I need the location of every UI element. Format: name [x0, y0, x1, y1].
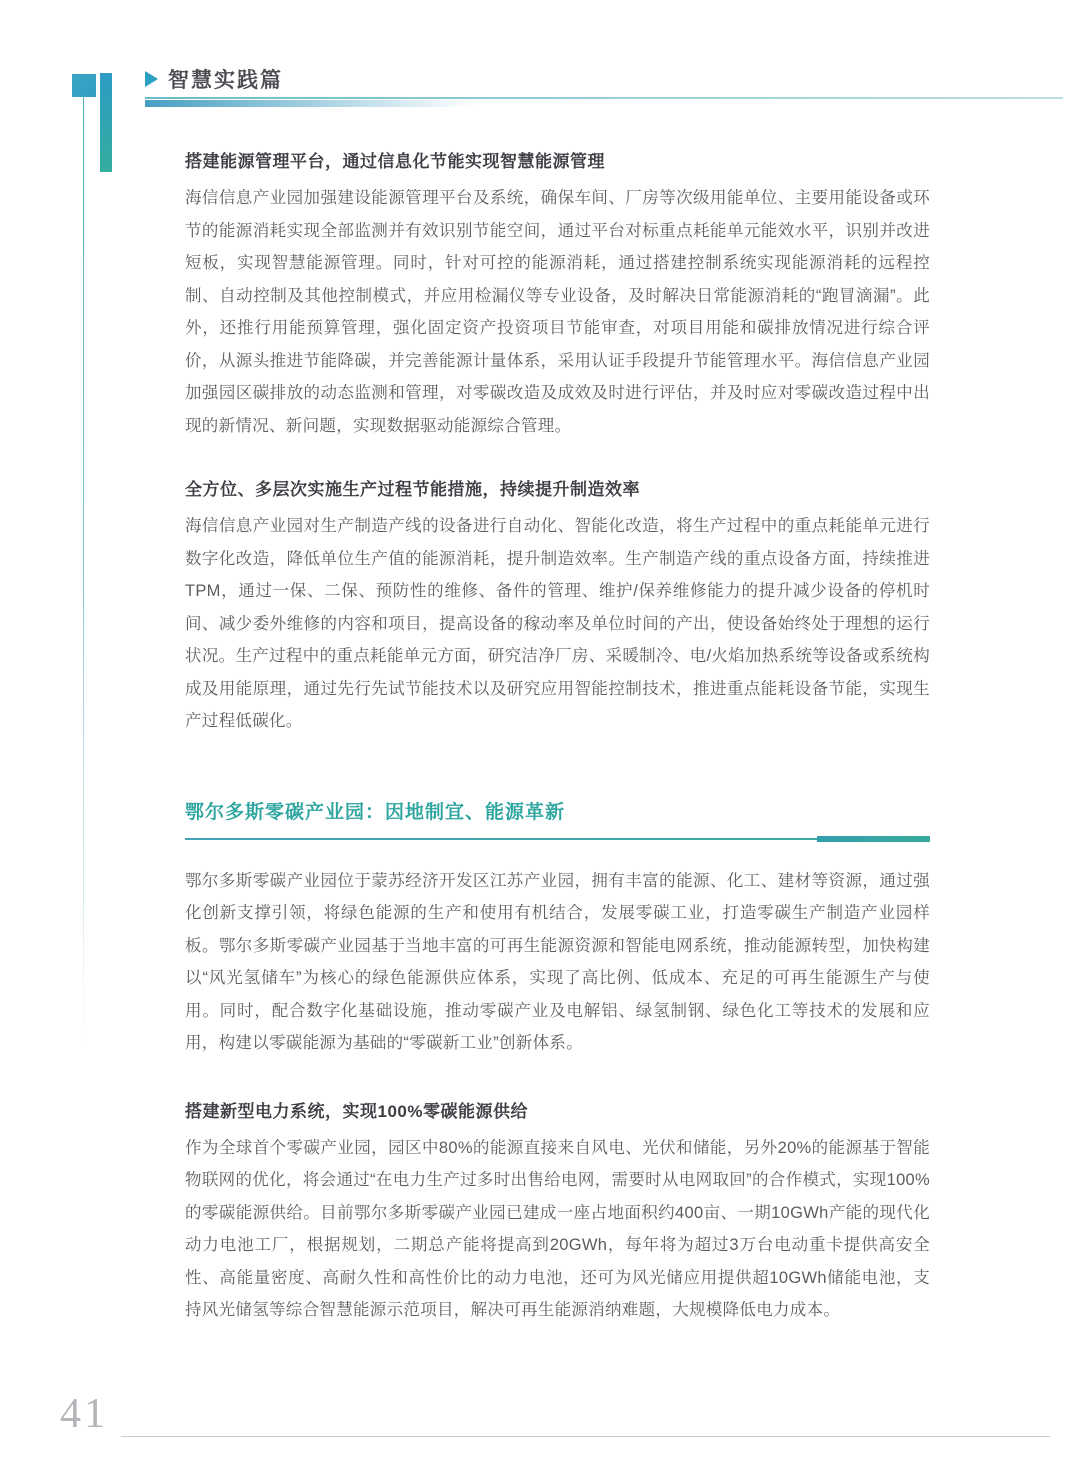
header-underline-gradient	[145, 100, 475, 107]
paragraph-ordos-intro: 鄂尔多斯零碳产业园位于蒙苏经济开发区江苏产业园，拥有丰富的能源、化工、建材等资源，通过强化创新支撑引领，将绿色能源的生产和使用有机结合，发展零碳工业，打造零碳生产制造产业园样板。鄂尔多斯零碳产业园基于当地丰富的可再生能源资源和智能电网系统，推动能源转型，加快构建以“风光氢储车”为核心的绿色能源供应体系，实现了高比例、低成本、充足的可再生能源生产与使用。同时，配合数字化基础设施，推动零碳产业及电解铝、绿氢制钢、绿色化工等技术的发展和应用，构建以零碳能源为基础的“零碳新工业”创新体系。	[185, 871, 930, 1052]
paragraph-energy-platform: 海信信息产业园加强建设能源管理平台及系统，确保车间、厂房等次级用能单位、主要用能设备或环节的能源消耗实现全部监测并有效识别节能空间，通过平台对标重点耗能单元能效水平，识别并改进短板，实现智慧能源管理。同时，针对可控的能源消耗，通过搭建控制系统实现能源消耗的远程控制、自动控制及其他控制模式，并应用检漏仪等专业设备，及时解决日常能源消耗的“跑冒滴漏”。此外，还推行用能预算管理，强化固定资产投资项目节能审查，对项目用能和碳排放情况进行综合评价，从源头推进节能降碳，并完善能源计量体系，采用认证手段提升节能管理水平。海信信息产业园加强园区碳排放的动态监测和管理，对零碳改造及成效及时进行评估，并及时应对零碳改造过程中出现的新情况、新问题，实现数据驱动能源综合管理。	[185, 189, 930, 435]
decorative-vertical-line	[83, 96, 84, 1051]
section-rule-thick-cap	[817, 836, 930, 842]
section-heading-rule	[185, 836, 930, 843]
page-number: 41	[60, 1391, 108, 1437]
decorative-square	[72, 74, 96, 97]
main-content	[185, 140, 930, 1327]
page-section-title: 智慧实践篇	[168, 69, 283, 92]
section-heading-ordos: 鄂尔多斯零碳产业园：因地制宜、能源革新	[185, 801, 566, 823]
subheading-production-saving: 全方位、多层次实施生产过程节能措施，持续提升制造效率	[185, 480, 640, 499]
subheading-power-system: 搭建新型电力系统，实现100%零碳能源供给	[185, 1101, 528, 1121]
header-row	[145, 64, 1063, 94]
page-header	[145, 64, 1063, 94]
header-underline	[145, 97, 1063, 99]
footer-line	[121, 1436, 1050, 1437]
paragraph-production-saving: 海信信息产业园对生产制造产线的设备进行自动化、智能化改造，将生产过程中的重点耗能单元进行数字化改造，降低单位生产值的能源消耗，提升制造效率。生产制造产线的重点设备方面，持续推进TPM，通过一保、二保、预防性的维修、备件的管理、维护/保养维修能力的提升减少设备的停机时间、减少委外维修的内容和项目，提高设备的稼动率及单位时间的产出，使设备始终处于理想的运行状况。生产过程中的重点耗能单元方面，研究洁净厂房、采暖制冷、电/火焰加热系统等设备或系统构成及用能原理，通过先行先试节能技术以及研究应用智能控制技术，推进重点能耗设备节能，实现生产过程低碳化。	[185, 517, 930, 730]
decorative-gradient-bar	[100, 73, 112, 172]
paragraph-power-system: 作为全球首个零碳产业园，园区中80%的能源直接来自风电、光伏和储能，另外20%的能源基于智能物联网的优化，将会通过“在电力生产过多时出售给电网，需要时从电网取回”的合作模式，实现100%的零碳能源供给。目前鄂尔多斯零碳产业园已建成一座占地面积约400亩、一期10GWh产能的现代化动力电池工厂，根据规划，二期总产能将提高到20GWh，每年将为超过3万台电动重卡提供高安全性、高能量密度、高耐久性和高性价比的动力电池，还可为风光储应用提供超10GWh储能电池，支持风光储氢等综合智慧能源示范项目，解决可再生能源消纳难题，大规模降低电力成本。	[185, 1138, 930, 1319]
triangle-arrow-icon	[145, 71, 158, 87]
subheading-energy-platform: 搭建能源管理平台，通过信息化节能实现智慧能源管理	[185, 152, 605, 171]
